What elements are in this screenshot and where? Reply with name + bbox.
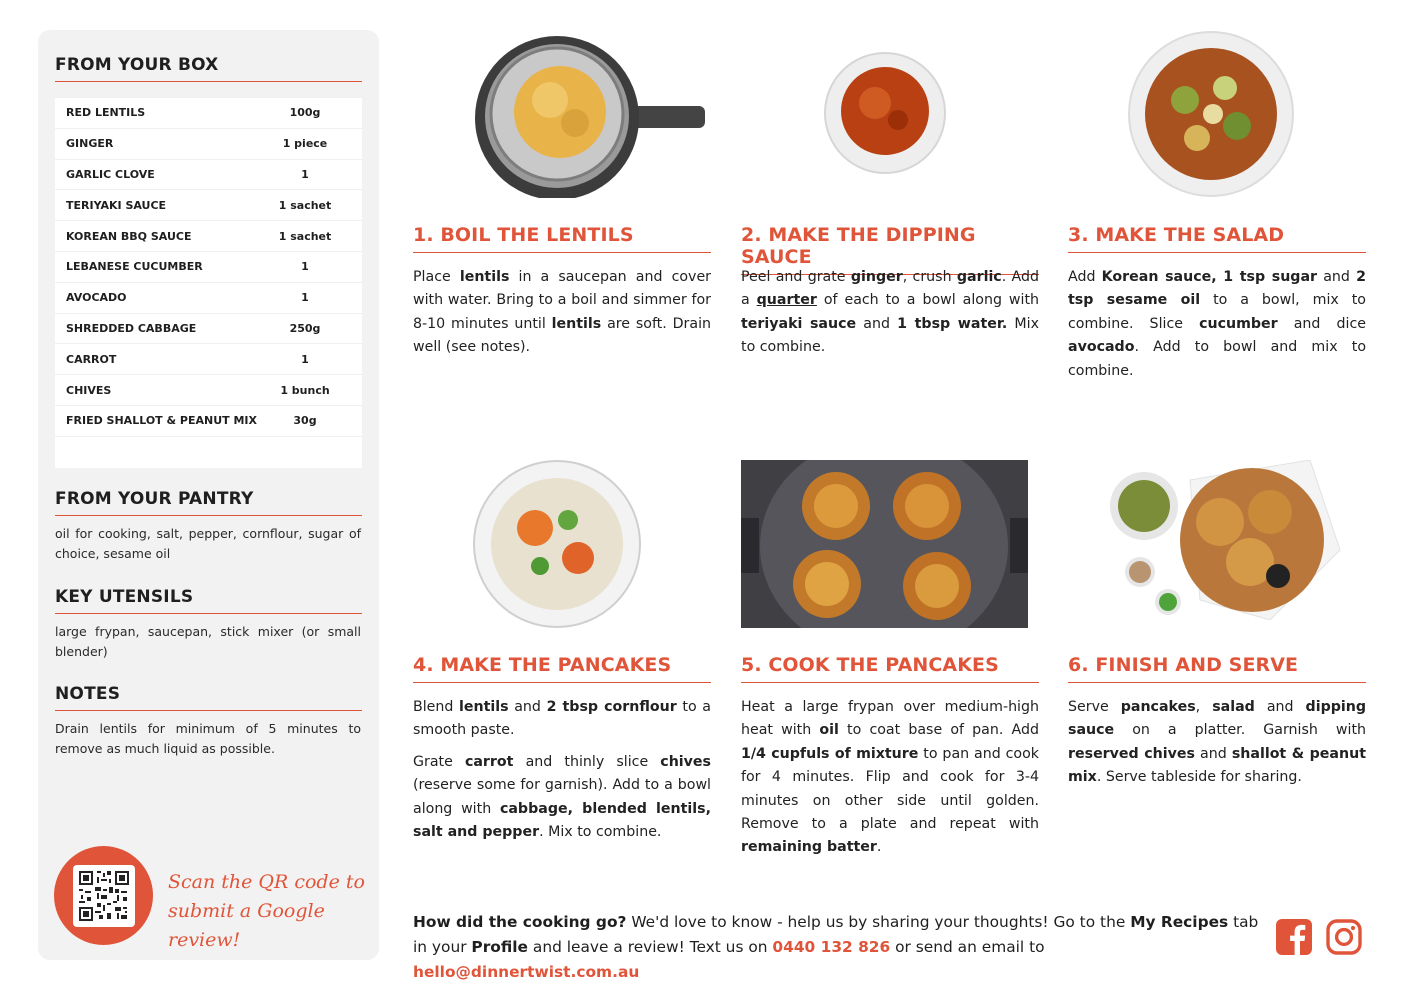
step-paragraph <box>1068 696 1366 790</box>
pantry-text: oil for cooking, salt, pepper, cornflour, sugar of choice, sesame oil <box>55 526 361 561</box>
from-your-box-heading: FROM YOUR BOX <box>55 55 362 82</box>
bold-text: lentils <box>459 269 510 285</box>
ingredient-row <box>55 406 362 437</box>
qr-caption-line-2: submit a Google review! <box>168 900 325 951</box>
dipping-sauce-bowl-photo <box>820 48 950 178</box>
review-footer-text <box>413 910 1273 985</box>
text-run: . Add to bowl and mix to combine. <box>1068 339 1366 379</box>
text-run: of each to a bowl along with <box>816 292 1039 309</box>
text-run: . Serve tableside for sharing. <box>1096 769 1302 786</box>
bold-text: 1 tbsp water. <box>897 315 1008 332</box>
ingredient-row <box>55 283 362 314</box>
text-run: to pan and cook for 4 minutes. Flip and cook for 3-4 minutes on other side until golden. Remove to a plate and repeat with <box>741 745 1039 833</box>
bold-text: 2 tbsp cornflour <box>546 699 677 715</box>
text-run: in a saucepan and cover with water. Bring to a boil and simmer for 8-10 minutes until <box>413 269 712 332</box>
ingredient-name: TERIYAKI SAUCE <box>66 198 167 212</box>
step-4-title: 4. MAKE THE PANCAKES <box>413 654 711 683</box>
ingredient-name: CARROT <box>66 352 117 366</box>
step-paragraph <box>1068 266 1366 383</box>
step-3-body <box>1068 266 1366 383</box>
text-run: and <box>856 315 898 332</box>
text-run: . <box>876 839 882 856</box>
facebook-icon[interactable] <box>1276 919 1312 955</box>
text-run: Heat a large frypan over medium-high heat with <box>741 699 1039 739</box>
ingredient-name: RED LENTILS <box>66 106 146 120</box>
text-run: are soft. Drain well (see notes). <box>413 315 712 356</box>
text-run: , <box>1195 699 1213 715</box>
ingredient-quantity: 1 <box>301 167 309 181</box>
text-run: or send an email to <box>890 938 1045 956</box>
text-run: and <box>1317 269 1357 285</box>
text-run: . Mix to combine. <box>539 824 662 841</box>
ingredient-name: CHIVES <box>66 383 112 397</box>
ingredient-row <box>55 160 362 191</box>
bold-text: cucumber <box>1199 315 1278 332</box>
text-run: and leave a review! Text us on <box>528 938 773 956</box>
pancake-mixture-bowl-photo <box>470 458 644 630</box>
salad-bowl-photo <box>1125 30 1297 198</box>
text-run: . Add a <box>741 269 1039 309</box>
ingredient-quantity: 1 sachet <box>278 198 332 212</box>
ingredient-quantity: 1 <box>301 291 309 305</box>
notes-text: Drain lentils for minimum of 5 minutes to remove as much liquid as possible. <box>55 721 361 756</box>
text-run: and <box>508 699 547 715</box>
step-2-body <box>741 266 1039 360</box>
step-paragraph <box>413 696 711 743</box>
step-6-title: 6. FINISH AND SERVE <box>1068 654 1366 683</box>
step-paragraph <box>413 751 711 845</box>
step-paragraph <box>741 696 1039 860</box>
step-5-body <box>741 696 1039 860</box>
bold-text: Profile <box>471 938 528 956</box>
step-1-body <box>413 266 711 360</box>
ingredient-quantity: 250g <box>289 321 321 335</box>
ingredient-row <box>55 375 362 406</box>
ingredient-quantity: 100g <box>289 106 321 120</box>
text-run: We'd love to know - help us by sharing your thoughts! Go to the <box>626 913 1131 931</box>
text-run: to coat base of pan. Add <box>838 722 1039 739</box>
ingredient-row <box>55 190 362 221</box>
qr-code-icon[interactable] <box>77 869 131 923</box>
bold-text: garlic <box>956 269 1002 285</box>
bold-text: ginger <box>850 269 903 285</box>
sidebar-panel <box>38 30 379 960</box>
text-run: to a bowl, mix to combine. Slice <box>1068 292 1366 332</box>
ingredient-row <box>55 98 362 129</box>
pancakes-in-frypan-photo <box>741 460 1028 628</box>
bold-text: How did the cooking go? <box>413 913 627 931</box>
bold-text: avocado <box>1068 339 1135 356</box>
ingredient-name: GINGER <box>66 137 114 151</box>
text-run: Peel and grate <box>741 269 851 285</box>
ingredient-quantity: 1 piece <box>282 137 328 151</box>
ingredient-name: AVOCADO <box>66 291 127 305</box>
step-5-title: 5. COOK THE PANCAKES <box>741 654 1039 683</box>
bold-text: lentils <box>459 699 509 715</box>
ingredient-quantity: 1 bunch <box>280 383 330 397</box>
lentils-in-strainer-photo <box>430 28 710 198</box>
bold-text: dipping sauce <box>1068 699 1366 739</box>
facebook-link[interactable] <box>1275 918 1313 956</box>
text-run: Blend <box>413 699 460 715</box>
bold-text: carrot <box>464 753 514 770</box>
text-run: tab in your <box>413 913 1259 956</box>
bold-text: chives <box>660 753 711 770</box>
text-run: Serve <box>1068 699 1121 715</box>
bold-text: salad <box>1212 699 1255 715</box>
bold-text: pancakes <box>1120 699 1196 715</box>
bold-text: oil <box>819 722 839 739</box>
key-utensils-heading: KEY UTENSILS <box>55 587 362 614</box>
ingredient-name: SHREDDED CABBAGE <box>66 321 197 335</box>
ingredient-quantity: 1 <box>301 352 309 366</box>
text-run: and dice <box>1277 315 1366 332</box>
ingredient-name: FRIED SHALLOT & PEANUT MIX <box>66 414 258 428</box>
bold-text: teriyaki sauce <box>741 315 857 332</box>
contact-link[interactable]: hello@dinnertwist.com.au <box>413 963 640 981</box>
ingredient-row <box>55 129 362 160</box>
underlined-text: quarter <box>756 292 817 309</box>
text-run: Grate <box>413 753 465 770</box>
text-run: to a smooth paste. <box>413 699 711 739</box>
from-your-pantry-heading: FROM YOUR PANTRY <box>55 489 362 516</box>
text-run: and thinly slice <box>513 753 661 770</box>
text-run: on a platter. Garnish with <box>1114 722 1366 739</box>
step-1-title: 1. BOIL THE LENTILS <box>413 224 711 253</box>
bold-text: Korean sauce, 1 tsp sugar <box>1101 269 1318 285</box>
step-4-body <box>413 696 711 844</box>
bold-text: reserved chives <box>1068 745 1195 762</box>
step-paragraph <box>741 266 1039 360</box>
qr-caption <box>168 868 368 955</box>
ingredient-name: GARLIC CLOVE <box>66 167 155 181</box>
ingredient-row <box>55 314 362 345</box>
ingredients-table <box>55 98 362 468</box>
ingredient-row <box>55 221 362 252</box>
notes-heading: NOTES <box>55 684 362 711</box>
instagram-link[interactable] <box>1325 918 1363 956</box>
bold-text: remaining batter <box>741 839 877 856</box>
ingredient-quantity: 1 sachet <box>278 229 332 243</box>
qr-caption-line-1: Scan the QR code to <box>168 871 365 893</box>
qr-badge[interactable] <box>54 846 153 945</box>
bold-text: 2 tsp sesame oil <box>1068 269 1366 309</box>
bold-text: cabbage, blended lentils, salt and pepper <box>413 800 711 841</box>
text-run: and <box>1254 699 1306 715</box>
instagram-icon[interactable] <box>1326 919 1362 955</box>
ingredient-name: LEBANESE CUCUMBER <box>66 260 203 274</box>
text-run: Place <box>413 269 460 285</box>
ingredient-name: KOREAN BBQ SAUCE <box>66 229 192 243</box>
ingredient-quantity: 30g <box>293 414 317 428</box>
step-paragraph <box>413 266 711 360</box>
step-6-body <box>1068 696 1366 790</box>
text-run: (reserve some for garnish). Add to a bowl along with <box>413 777 711 817</box>
bold-text: 1/4 cupfuls of mixture <box>741 745 919 762</box>
served-pancakes-platter-photo <box>1100 460 1344 620</box>
ingredient-quantity: 1 <box>301 260 309 274</box>
ingredient-row <box>55 252 362 283</box>
text-run: Mix to combine. <box>741 315 1039 356</box>
bold-text: My Recipes <box>1130 913 1229 931</box>
contact-link[interactable]: 0440 132 826 <box>772 938 891 956</box>
bold-text: shallot & peanut mix <box>1068 745 1366 786</box>
utensils-text: large frypan, saucepan, stick mixer (or small blender) <box>55 624 361 659</box>
ingredient-row <box>55 344 362 375</box>
step-3-title: 3. MAKE THE SALAD <box>1068 224 1366 253</box>
step-2-title: 2. MAKE THE DIPPING SAUCE <box>741 224 1039 275</box>
text-run: and <box>1194 745 1232 762</box>
text-run: , crush <box>902 269 957 285</box>
bold-text: lentils <box>551 315 602 332</box>
text-run: Add <box>1068 269 1102 285</box>
